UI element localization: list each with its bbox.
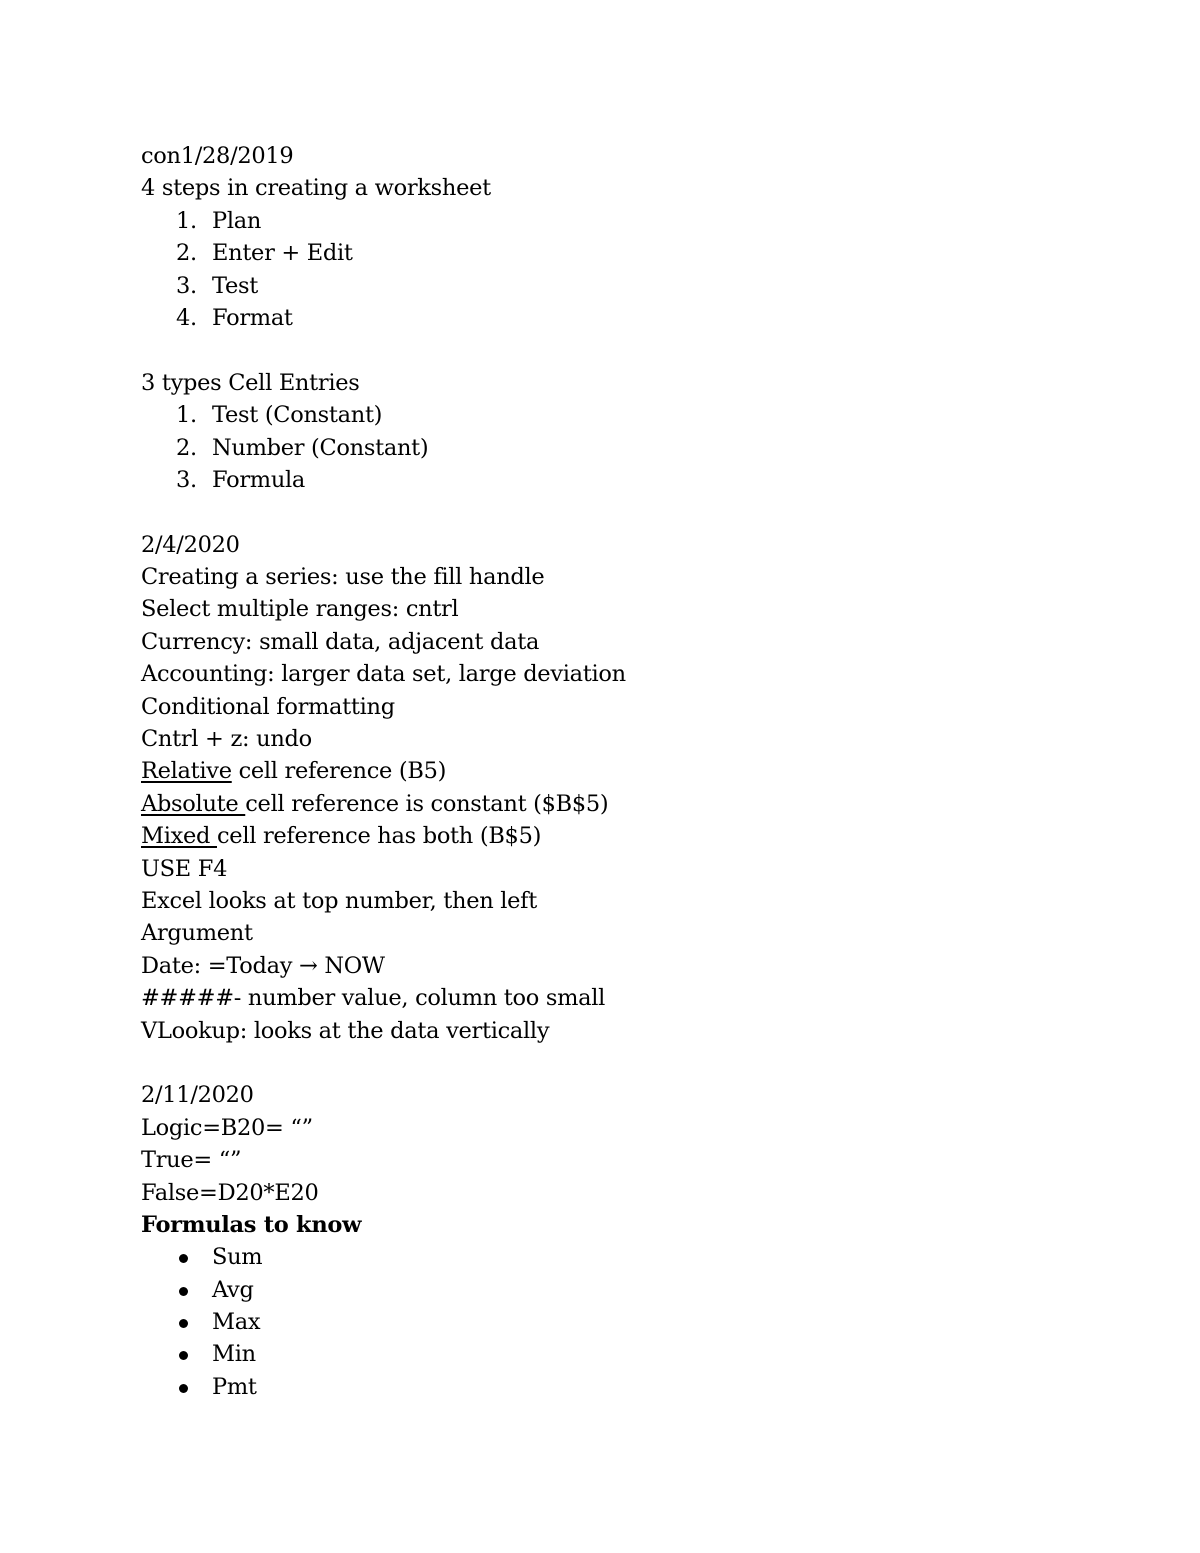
list-number: 1. (176, 402, 197, 429)
note-line: True= “” (141, 1147, 242, 1174)
bullet-item (141, 1371, 1121, 1403)
note-line: Accounting: larger data set, large deviation (141, 661, 626, 688)
note-line: Logic=B20= “” (141, 1114, 313, 1141)
note-line-relative (141, 755, 1121, 787)
note-line: Select multiple ranges: cntrl (141, 596, 459, 623)
list-item (141, 302, 1121, 334)
list-item-text: Formula (212, 466, 306, 493)
list-item (141, 205, 1121, 237)
note-line: Date: =Today → NOW (141, 952, 385, 979)
bullet-icon (179, 1384, 188, 1393)
list-number: 3. (176, 466, 197, 493)
list-item-text: Enter + Edit (212, 240, 353, 267)
bullet-icon (179, 1351, 188, 1360)
bullet-text: Sum (212, 1244, 263, 1271)
note-line: USE F4 (141, 855, 228, 882)
spacer (141, 496, 1121, 528)
spacer (141, 334, 1121, 366)
bullet-icon (179, 1319, 188, 1328)
note-line-mixed (141, 820, 1121, 852)
document-page (141, 140, 1121, 1403)
list-number: 2. (176, 240, 197, 267)
note-text: cell reference is constant ($B$5) (245, 790, 609, 817)
list-number: 2. (176, 434, 197, 461)
bullet-item (141, 1241, 1121, 1273)
bullet-text: Pmt (212, 1373, 257, 1400)
note-line: False=D20*E20 (141, 1179, 319, 1206)
note-line: Creating a series: use the fill handle (141, 564, 545, 591)
section3-date: 2/4/2020 (141, 531, 240, 558)
list-number: 3. (176, 272, 197, 299)
note-line: #####- number value, column too small (141, 985, 606, 1012)
note-line: Argument (141, 920, 253, 947)
bullet-item (141, 1274, 1121, 1306)
list-number: 4. (176, 304, 197, 331)
list-item (141, 432, 1121, 464)
section1-date: con1/28/2019 (141, 143, 294, 169)
note-line: Conditional formatting (141, 693, 395, 720)
list-item (141, 237, 1121, 269)
list-item-text: Plan (212, 207, 262, 234)
bullet-icon (179, 1287, 188, 1296)
list-item-text: Number (Constant) (212, 434, 429, 461)
list-item-text: Test (Constant) (212, 402, 383, 429)
bullet-icon (179, 1254, 188, 1263)
list-number: 1. (176, 207, 197, 234)
note-line-absolute (141, 788, 1121, 820)
list-item (141, 270, 1121, 302)
bullet-item (141, 1338, 1121, 1370)
section4-heading: Formulas to know (141, 1211, 362, 1238)
note-line: Cntrl + z: undo (141, 726, 312, 753)
note-text: cell reference has both (B$5) (217, 823, 542, 850)
list-item (141, 464, 1121, 496)
section2-heading: 3 types Cell Entries (141, 369, 360, 396)
list-item (141, 399, 1121, 431)
note-line: Excel looks at top number, then left (141, 887, 537, 914)
bullet-text: Max (212, 1309, 261, 1336)
section4-date: 2/11/2020 (141, 1082, 254, 1109)
list-item-text: Format (212, 304, 293, 331)
bullet-item (141, 1306, 1121, 1338)
note-line: Currency: small data, adjacent data (141, 628, 540, 655)
bullet-text: Min (212, 1341, 256, 1368)
spacer (141, 1047, 1121, 1079)
bullet-text: Avg (212, 1276, 254, 1303)
underlined-term: Absolute (141, 790, 246, 817)
list-item-text: Test (212, 272, 258, 299)
underlined-term: Relative (141, 758, 232, 785)
underlined-term: Mixed (141, 823, 217, 850)
note-line: VLookup: looks at the data vertically (141, 1017, 550, 1044)
section1-heading: 4 steps in creating a worksheet (141, 175, 491, 202)
note-text: cell reference (B5) (231, 758, 447, 785)
